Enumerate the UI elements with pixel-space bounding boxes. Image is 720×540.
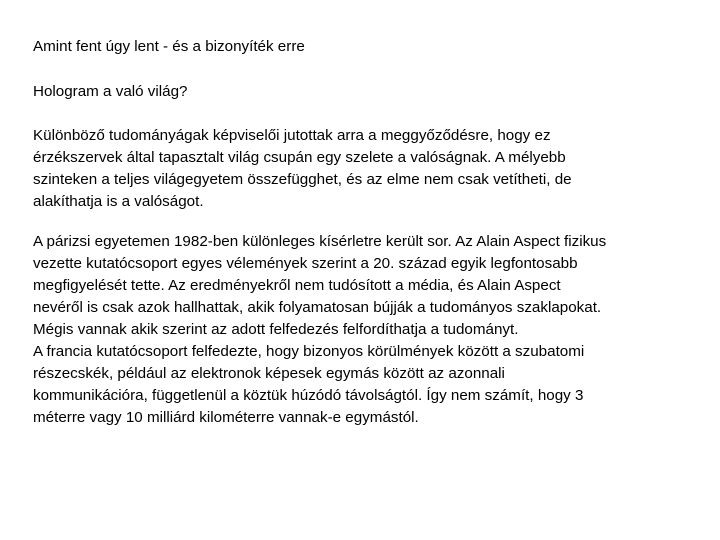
paragraph-2-line: A francia kutatócsoport felfedezte, hogy bizonyos körülmények között a szubatomi bbox=[33, 343, 585, 360]
paragraph-2-line: részecskék, például az elektronok képesek egymás között az azonnali bbox=[33, 365, 505, 382]
paragraph-1-line: érzékszervek által tapasztalt világ csupán egy szelete a valóságnak. A mélyebb bbox=[33, 149, 566, 166]
paragraph-2-line: Mégis vannak akik szerint az adott felfedezés felfordíthatja a tudományt. bbox=[33, 321, 519, 338]
paragraph-1 bbox=[33, 125, 572, 213]
paragraph-2-line: vezette kutatócsoport egyes vélemények szerint a 20. század egyik legfontosabb bbox=[33, 255, 578, 272]
paragraph-1-line: Különböző tudományágak képviselői jutottak arra a meggyőződésre, hogy ez bbox=[33, 127, 551, 144]
paragraph-1-line: szinteken a teljes világegyetem összefügghet, és az elme nem csak vetítheti, de bbox=[33, 171, 572, 188]
section-heading: Hologram a való világ? bbox=[33, 83, 188, 100]
paragraph-2-line: méterre vagy 10 milliárd kilométerre vannak-e egymástól. bbox=[33, 409, 419, 426]
paragraph-1-line: alakíthatja is a valóságot. bbox=[33, 193, 204, 210]
document-page bbox=[33, 36, 693, 426]
paragraph-2-line: A párizsi egyetemen 1982-ben különleges kísérletre került sor. Az Alain Aspect fizikus bbox=[33, 233, 607, 250]
paragraph-2-line: nevéről is csak azok hallhattak, akik folyamatosan bújják a tudományos szaklapokat. bbox=[33, 299, 602, 316]
paragraph-2 bbox=[33, 231, 606, 429]
document-title: Amint fent úgy lent - és a bizonyíték erre bbox=[33, 38, 305, 55]
paragraph-2-line: megfigyelését tette. Az eredményekről nem tudósított a média, és Alain Aspect bbox=[33, 277, 561, 294]
paragraph-2-line: kommunikációra, függetlenül a köztük húzódó távolságtól. Így nem számít, hogy 3 bbox=[33, 387, 584, 404]
